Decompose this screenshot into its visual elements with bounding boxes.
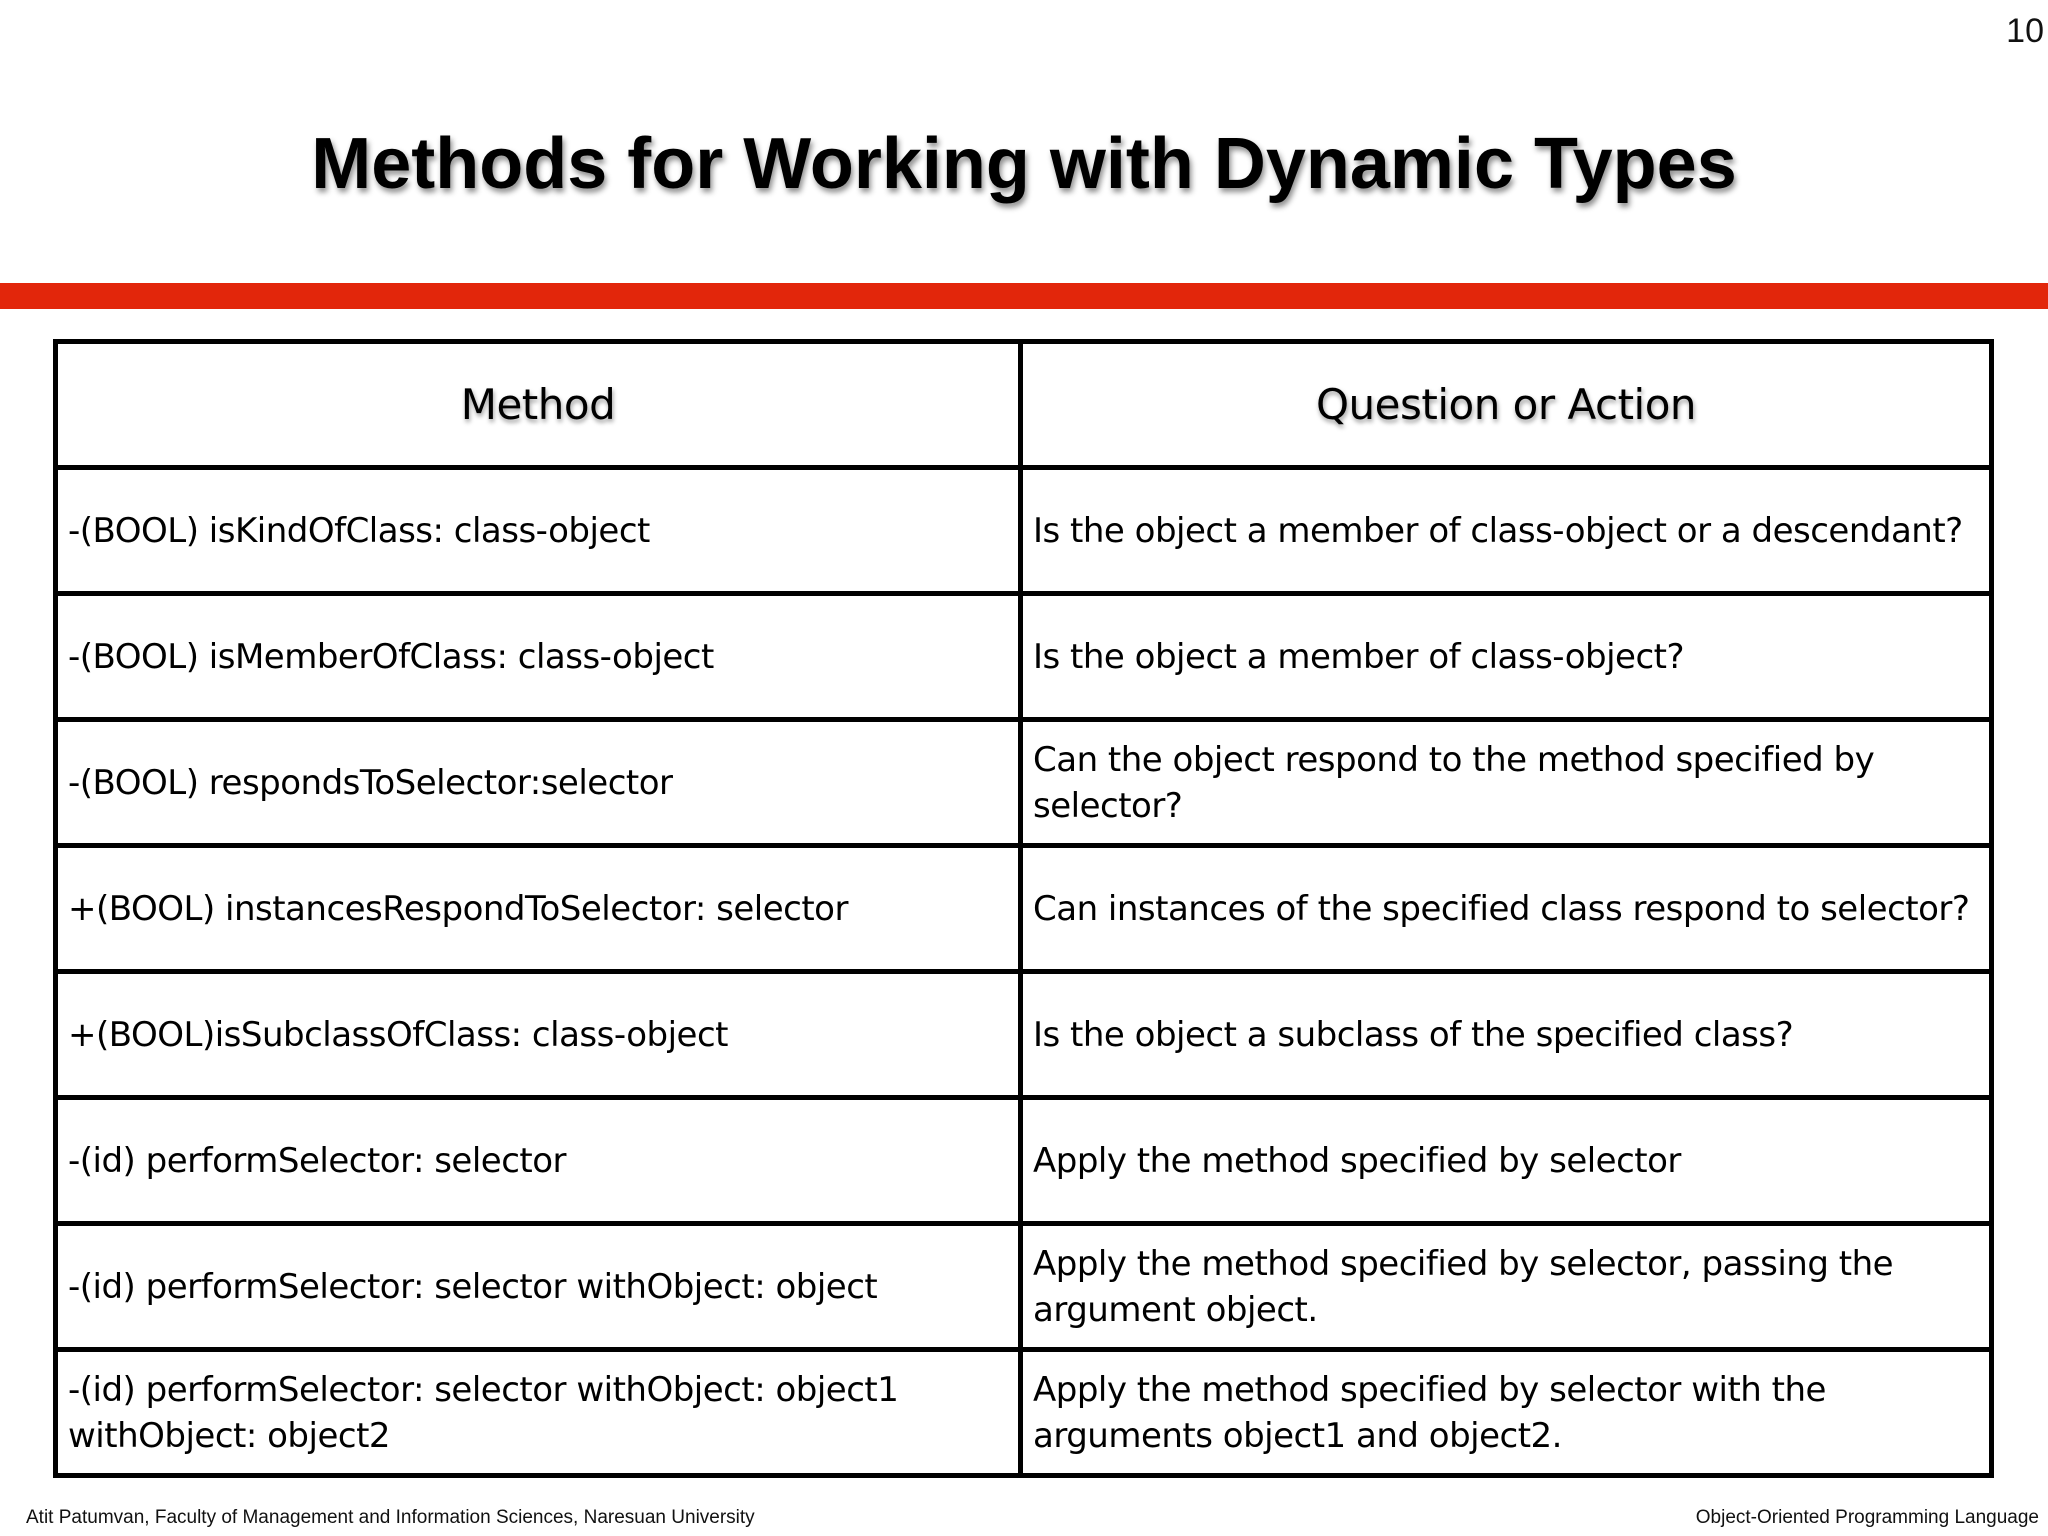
method-cell: -(BOOL) isMemberOfClass: class-object — [56, 594, 1021, 720]
action-cell: Apply the method specified by selector — [1021, 1098, 1992, 1224]
table-row — [56, 1098, 1992, 1224]
method-cell: -(id) performSelector: selector — [56, 1098, 1021, 1224]
footer-author: Atit Patumvan, Faculty of Management and Information Sciences, Naresuan University — [26, 1507, 755, 1528]
action-cell: Apply the method specified by selector with the arguments object1 and object2. — [1021, 1350, 1992, 1476]
table-row — [56, 468, 1992, 594]
table-header-row — [56, 342, 1992, 468]
action-cell: Can instances of the specified class respond to selector? — [1021, 846, 1992, 972]
slide-number: 10 — [2006, 12, 2044, 50]
action-cell: Is the object a subclass of the specified class? — [1021, 972, 1992, 1098]
methods-table — [53, 339, 1994, 1478]
slide-title: Methods for Working with Dynamic Types — [311, 124, 1737, 204]
action-cell: Is the object a member of class-object? — [1021, 594, 1992, 720]
table-row — [56, 720, 1992, 846]
table-row — [56, 972, 1992, 1098]
method-cell: +(BOOL)isSubclassOfClass: class-object — [56, 972, 1021, 1098]
method-cell: -(id) performSelector: selector withObject: object — [56, 1224, 1021, 1350]
header-question-or-action: Question or Action — [1021, 342, 1992, 468]
method-cell: -(BOOL) respondsToSelector:selector — [56, 720, 1021, 846]
method-cell: -(BOOL) isKindOfClass: class-object — [56, 468, 1021, 594]
action-cell: Apply the method specified by selector, passing the argument object. — [1021, 1224, 1992, 1350]
table-row — [56, 594, 1992, 720]
table-row — [56, 1350, 1992, 1476]
title-accent-bar — [0, 283, 2048, 309]
method-cell: -(id) performSelector: selector withObject: object1 withObject: object2 — [56, 1350, 1021, 1476]
table-row — [56, 846, 1992, 972]
footer-course: Object-Oriented Programming Language — [1695, 1507, 2039, 1528]
header-method: Method — [56, 342, 1021, 468]
action-cell: Can the object respond to the method specified by selector? — [1021, 720, 1992, 846]
action-cell: Is the object a member of class-object or a descendant? — [1021, 468, 1992, 594]
method-cell: +(BOOL) instancesRespondToSelector: selector — [56, 846, 1021, 972]
methods-table-container — [53, 339, 1989, 1476]
table-row — [56, 1224, 1992, 1350]
